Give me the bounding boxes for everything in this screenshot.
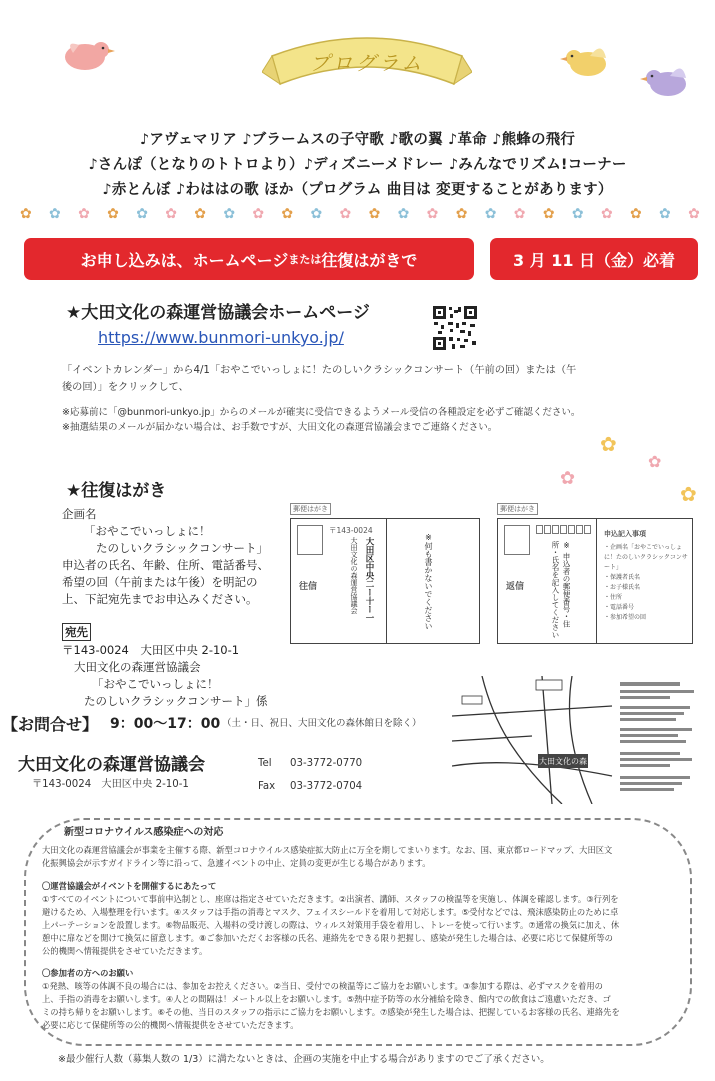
homepage-instruction-1: 「イベントカレンダー」から4/1「おやこでいっしょに！たのしいクラシックコンサート（午前の回）または（午 (62, 365, 577, 376)
destination-line-2: 大田文化の森運営協議会 (74, 660, 201, 674)
card-back-label: 返信 (506, 582, 525, 592)
card-side-item: ・お子様氏名 (604, 584, 641, 591)
homepage-note-2: ※抽選結果のメールが届かない場合は、お手数ですが、大田文化の森運営協議会までご連絡ください。 (62, 422, 498, 433)
program-line-3: ♪赤とんぼ ♪わははの歌 ほか（プログラム 曲目は 変更することがあります） (102, 182, 613, 198)
notice-section-1-line: 憩中に扉などを開けて換気に留意します。⑧ご参加いただくお客様の氏名、連絡先をできる限り把握し、感染が発生した場合は、必要に応じて保健所等の (42, 933, 613, 943)
flower-icon: ✿ (223, 206, 236, 222)
flower-icon: ✿ (397, 206, 410, 222)
plan-label: 企画名 (62, 507, 97, 521)
card-org: 大田文化の森運営協議会 (350, 537, 358, 614)
homepage-url-link[interactable]: https://www.bunmori-unkyo.jp/ (98, 328, 344, 347)
flower-icon: ✿ (78, 206, 90, 222)
bird-pink-icon (55, 35, 115, 88)
flower-icon: ✿ (368, 206, 381, 222)
notice-section-1-title: 〇運営協議会がイベントを開催するにあたって (42, 881, 217, 891)
notice-section-1-line: 公的機関へ情報提供をさせていただきます。 (42, 946, 208, 956)
card-side-item: ・住所 (604, 594, 623, 601)
contact-title: 【お問合せ】 (2, 715, 99, 734)
flower-icon: ✿ (20, 206, 32, 222)
card-side-item: ・企画名「おやこでいっしょに！たのしいクラシックコンサート」 (604, 544, 688, 571)
card-side-item: ・電話番号 (604, 604, 635, 611)
postcard-desc-2: 希望の回（午前または午後）を明記の (62, 575, 258, 589)
flower-icon: ✿ (600, 432, 617, 456)
tel-number: 03-3772-0770 (290, 758, 363, 769)
destination-label: 宛先 (62, 623, 91, 641)
card-side-items (604, 543, 690, 623)
postcard-desc-1: 申込者の氏名、年齢、住所、電話番号、 (62, 558, 269, 572)
flower-icon: ✿ (688, 206, 700, 222)
flower-icon: ✿ (310, 206, 323, 222)
footer-note: ※最少催行人数（募集人数の 1/3）に満たないときは、企画の実施を中止する場合がありますのでご了承ください。 (58, 1054, 550, 1065)
contact-hours-note: （土・日、祝日、大田文化の森休館日を除く） (222, 718, 422, 729)
flower-icon: ✿ (426, 206, 439, 222)
destination-line-4: たのしいクラシックコンサート」係 (84, 694, 268, 708)
flower-icon: ✿ (339, 206, 352, 222)
flower-icon: ✿ (659, 206, 671, 222)
flower-icon: ✿ (136, 206, 148, 222)
notice-section-2-line: ミの持ち帰りをお願いします。⑥その他、当日のスタッフの指示にご協力をお願いします。⑦感染が発生した場合は、把握しているお客様の氏名、連絡先を (42, 1007, 620, 1017)
notice-title: 新型コロナウイルス感染症への対応 (64, 827, 224, 838)
notice-section-2-line: 上、手指の消毒をお願いします。④人との間隔は！メートル以上をお願いします。⑤熱中症予防等の水分補給を除き、館内での飲食はご遠慮いただき、ゴ (42, 994, 611, 1004)
flower-icon: ✿ (571, 206, 584, 222)
flower-icon: ✿ (542, 206, 555, 222)
tel-label: Tel (258, 758, 272, 769)
flower-icon: ✿ (513, 206, 526, 222)
postcard-heading: ★往復はがき (66, 481, 167, 501)
flower-icon: ✿ (107, 206, 119, 222)
postcard-tag-front: 郵便はがき (290, 503, 331, 515)
destination-line-1: 〒143-0024 大田区中央 2-10-1 (62, 643, 240, 657)
notice-paragraph-1: 大田文化の森運営協議会が事業を主催する際、新型コロナウイルス感染症拡大防止に万全を期してまいります。なお、国、東京都ロードマップ、大田区文 (42, 845, 613, 855)
contact-org-name: 大田文化の森運営協議会 (18, 755, 205, 775)
postcard-tag-back: 郵便はがき (497, 503, 538, 515)
bird-yellow-icon (560, 40, 615, 93)
map-label: 大田文化の森 (539, 757, 587, 766)
flower-icon: ✿ (600, 206, 613, 222)
plan-name-1: 「おやこでいっしょに！ (84, 524, 211, 538)
flower-icon: ✿ (680, 482, 697, 506)
flower-icon: ✿ (281, 206, 294, 222)
notice-section-1-line: 上パーテーションを設置します。⑥物品販売、入場料の受け渡しの際は、ウィルス対策用手袋を着用し、トレーを使って行います。⑦通常の換気に加え、休 (42, 920, 620, 930)
notice-section-2-line: 必要に応じて保健所等の公的機関へ情報提供をさせていただきます。 (42, 1020, 299, 1030)
fax-number: 03-3772-0704 (290, 781, 363, 792)
homepage-heading: ★大田文化の森運営協議会ホームページ (66, 303, 370, 323)
flower-icon: ✿ (648, 452, 662, 471)
card-side-item: ・参加希望の回 (604, 614, 647, 621)
homepage-note-1: ※応募前に「@bunmori-unkyo.jp」からのメールが確実に受信できるようメール受信の各種設定を必ずご確認ください。 (62, 407, 581, 418)
flower-icon: ✿ (560, 468, 576, 489)
deadline-box (490, 238, 698, 280)
banner-title: プログラム (309, 51, 425, 75)
notice-section-1-line: ①すべてのイベントについて事前申込制とし、座席は指定させていただきます。②出演者、講師、スタッフの検温等を実施し、体調を確認します。③行列を (42, 894, 619, 904)
card-address: 大田区中央二ー十ー一 (364, 537, 374, 622)
apply-method-postcard: 往復はがきで (321, 250, 418, 270)
program-line-2: ♪さんぽ（となりのトトロより）♪ディズニーメドレー ♪みんなでリズム!コーナー (88, 157, 627, 173)
deadline-text: 3 月 11 日（金）必着 (512, 250, 676, 270)
notice-section-1-line: 避けるため、入場整理を行います。④スタッフは手指の消毒とマスク、フェイスシールドを着用して対応します。⑤受付などでは、飛沫感染防止のために卓 (42, 907, 619, 917)
flower-icon: ✿ (252, 206, 265, 222)
bird-purple-icon (640, 60, 695, 113)
notice-paragraph-2: 化振興協会が示すガイドライン等に沿って、急遽イベントの中止、定員の変更が生じる場合があります。 (42, 858, 431, 868)
postcard-reply-illustration (497, 518, 693, 644)
flower-icon: ✿ (455, 206, 468, 222)
program-banner (262, 28, 472, 98)
postcard-desc-3: 上、下記宛先までお申込みください。 (62, 592, 258, 606)
contact-address: 〒143-0024 大田区中央 2-10-1 (32, 779, 189, 790)
homepage-instruction-2: 後の回）」をクリックして、 (62, 382, 189, 393)
flower-icon: ✿ (484, 206, 497, 222)
card-side-item: ・保護者氏名 (604, 574, 641, 581)
flower-icon: ✿ (49, 206, 61, 222)
notice-section-2-line: ①発熱、咳等の体調不良の場合には、参加をお控えください。②当日、受付での検温等にご協力をお願いします。③参加する際は、必ずマスクを着用の (42, 981, 603, 991)
apply-method-text: お申し込みは、ホームページ (80, 250, 289, 270)
notice-section-2-title: 〇参加者の方へのお願い (42, 968, 134, 978)
apply-method-or: または (288, 253, 322, 266)
card-front-label: 往信 (299, 582, 318, 592)
destination-line-3: 「おやこでいっしょに！ (92, 677, 219, 691)
apply-method-box (24, 238, 474, 280)
qr-code-icon[interactable] (432, 305, 478, 351)
flower-icon: ✿ (629, 206, 642, 222)
postcard-front-illustration (290, 518, 480, 644)
flower-icon: ✿ (165, 206, 177, 222)
flower-icon: ✿ (194, 206, 207, 222)
card-zip: 〒143-0024 (329, 526, 373, 535)
program-line-1: ♪アヴェマリア ♪ブラームスの子守歌 ♪歌の翼 ♪革命 ♪熊蜂の飛行 (139, 132, 576, 148)
access-map (452, 676, 698, 804)
card-side-title: 申込記入事項 (604, 530, 646, 538)
plan-name-2: たのしいクラシックコンサート」 (96, 541, 269, 555)
contact-hours: 9：00〜17：00 (110, 716, 221, 732)
card-reply-note: ※ 申込者の郵便番号・住所・氏名を記入してください (551, 541, 571, 639)
fax-label: Fax (258, 781, 276, 792)
flower-divider (20, 202, 700, 226)
card-note: ※何も書かないでください (424, 533, 433, 630)
